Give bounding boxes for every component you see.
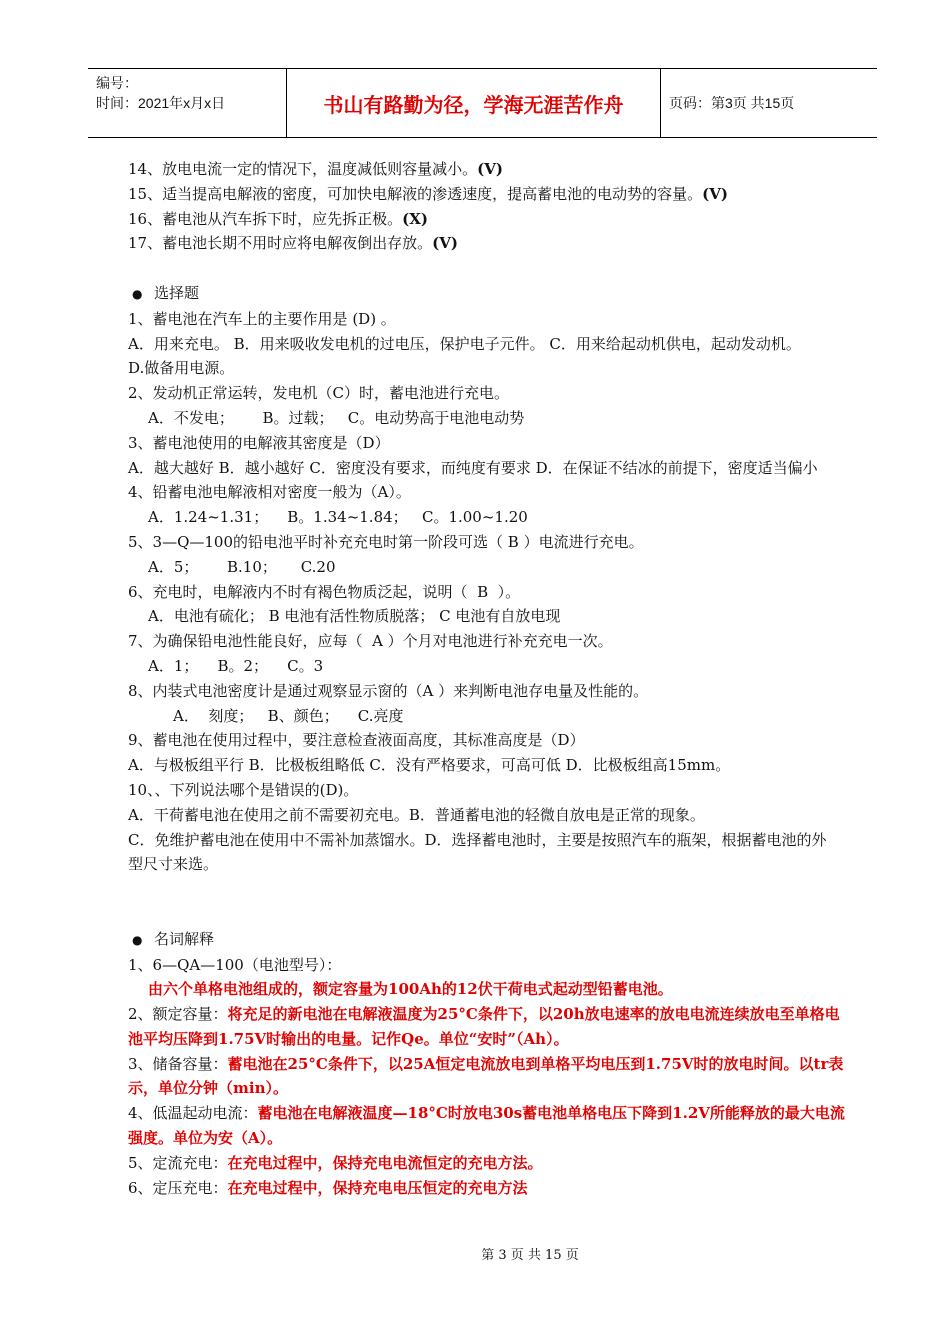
term-item: 6、定压充电：在充电过程中，保持充电电压恒定的充电方法	[128, 1178, 528, 1197]
header-meta	[88, 69, 286, 137]
term-label: 1、6—QA—100（电池型号）：	[128, 955, 342, 974]
section-heading-terms: ● 名词解释	[128, 927, 848, 953]
option-line: A．1； B。2； C。3	[148, 656, 324, 675]
option-line: A．与极板组平行 B．比极板组略低 C．没有严格要求，可高可低 D．比极板组高15mm。	[128, 756, 731, 775]
option-line: A．越大越好 B．越小越好 C．密度没有要求，而纯度有要求 D．在保证不结冰的前提下，密度适当偏小	[128, 458, 818, 477]
term-item: 4、低温起动电流：蓄电池在电解液温度—18°C时放电30s蓄电池单格电压下降到1.2V所能释放的最大电流强度。单位为安（A）。	[128, 1104, 845, 1148]
question-line: 2、发动机正常运转，发电机（C）时，蓄电池进行充电。	[128, 384, 510, 403]
section-heading-choice: ● 选择题	[128, 281, 848, 307]
option-line: D.做备用电源。	[128, 359, 235, 378]
time-label: 时间：2021年x月x日	[96, 95, 226, 111]
code-label: 编号：	[96, 75, 138, 91]
option-line: A．1.24~1.31； B。1.34~1.84； C。1.00~1.20	[148, 508, 528, 527]
question-line: 7、为确保铅电池性能良好，应每（ A ）个月对电池进行补充充电一次。	[128, 632, 613, 651]
option-line: A．干荷蓄电池在使用之前不需要初充电。B．普通蓄电池的轻微自放电是正常的现象。	[128, 805, 705, 824]
judgment-item: 14、放电电流一定的情况下，温度减低则容量减小。(V)	[128, 160, 503, 178]
option-line: 型尺寸来选。	[128, 855, 219, 874]
option-line: A．电池有硫化； B 电池有活性物质脱落； C 电池有自放电现	[148, 607, 561, 626]
question-line: 4、铅蓄电池电解液相对密度一般为（A）。	[128, 483, 411, 502]
header-page-number: 页码：第3页 共15页	[669, 95, 795, 111]
page-footer: 第 3 页 共 15 页	[481, 1248, 579, 1263]
bullet-icon: ●	[132, 286, 143, 301]
judgment-item: 16、蓄电池从汽车拆下时，应先拆正极。(X)	[128, 209, 428, 228]
option-line: A．5； B.10； C.20	[148, 557, 336, 576]
judgment-item: 17、蓄电池长期不用时应将电解夜倒出存放。(V)	[128, 234, 458, 253]
term-item: 5、定流充电：在充电过程中，保持充电电流恒定的充电方法。	[128, 1153, 543, 1172]
question-line: 9、蓄电池在使用过程中，要注意检查液面高度，其标准高度是（D）	[128, 731, 585, 750]
option-line: A． 刻度； B、颜色； C.亮度	[173, 706, 404, 725]
option-line: A．用来充电。 B．用来吸收发电机的过电压，保护电子元件。 C．用来给起动机供电，起动发动机。	[128, 334, 801, 353]
option-line: C．免维护蓄电池在使用中不需补加蒸馏水。D．选择蓄电池时，主要是按照汽车的瓶架，根据蓄电池的外	[128, 830, 827, 849]
term-answer: 由六个单格电池组成的，额定容量为100Ah的12伏干荷电式起动型铅蓄电池。	[148, 980, 673, 999]
header-motto: 书山有路勤为径，学海无涯苦作舟	[286, 69, 661, 137]
question-line: 1、蓄电池在汽车上的主要作用是 (D) 。	[128, 309, 396, 328]
question-line: 10、、下列说法哪个是错误的(D)。	[128, 780, 359, 799]
question-line: 5、3—Q—100的铅电池平时补充充电时第一阶段可选（ B ）电流进行充电。	[128, 532, 644, 551]
option-line: A．不发电； B。过载； C。电动势高于电池电动势	[148, 408, 525, 427]
term-item: 2、额定容量：将充足的新电池在电解液温度为25°C条件下，以20h放电速率的放电电流连续放电至单格电池平均压降到1.75V时输出的电量。记作Qe。单位“安时”（Ah）。	[128, 1005, 840, 1048]
document-body	[128, 157, 848, 1200]
question-line: 8、内装式电池密度计是通过观察显示窗的（A ）来判断电池存电量及性能的。	[128, 681, 649, 700]
judgment-item: 15、适当提高电解液的密度，可加快电解液的渗透速度，提高蓄电池的电动势的容量。(V)	[128, 184, 728, 203]
question-line: 6、充电时，电解液内不时有褐色物质泛起，说明（ B ）。	[128, 582, 521, 601]
bullet-icon: ●	[132, 932, 143, 947]
term-item: 3、储备容量：蓄电池在25°C条件下，以25A恒定电流放电到单格平均电压到1.75V时的放电时间。以tr表示，单位分钟（min）。	[128, 1054, 844, 1098]
question-line: 3、蓄电池使用的电解液其密度是（D）	[128, 433, 390, 452]
page-header	[88, 68, 877, 138]
